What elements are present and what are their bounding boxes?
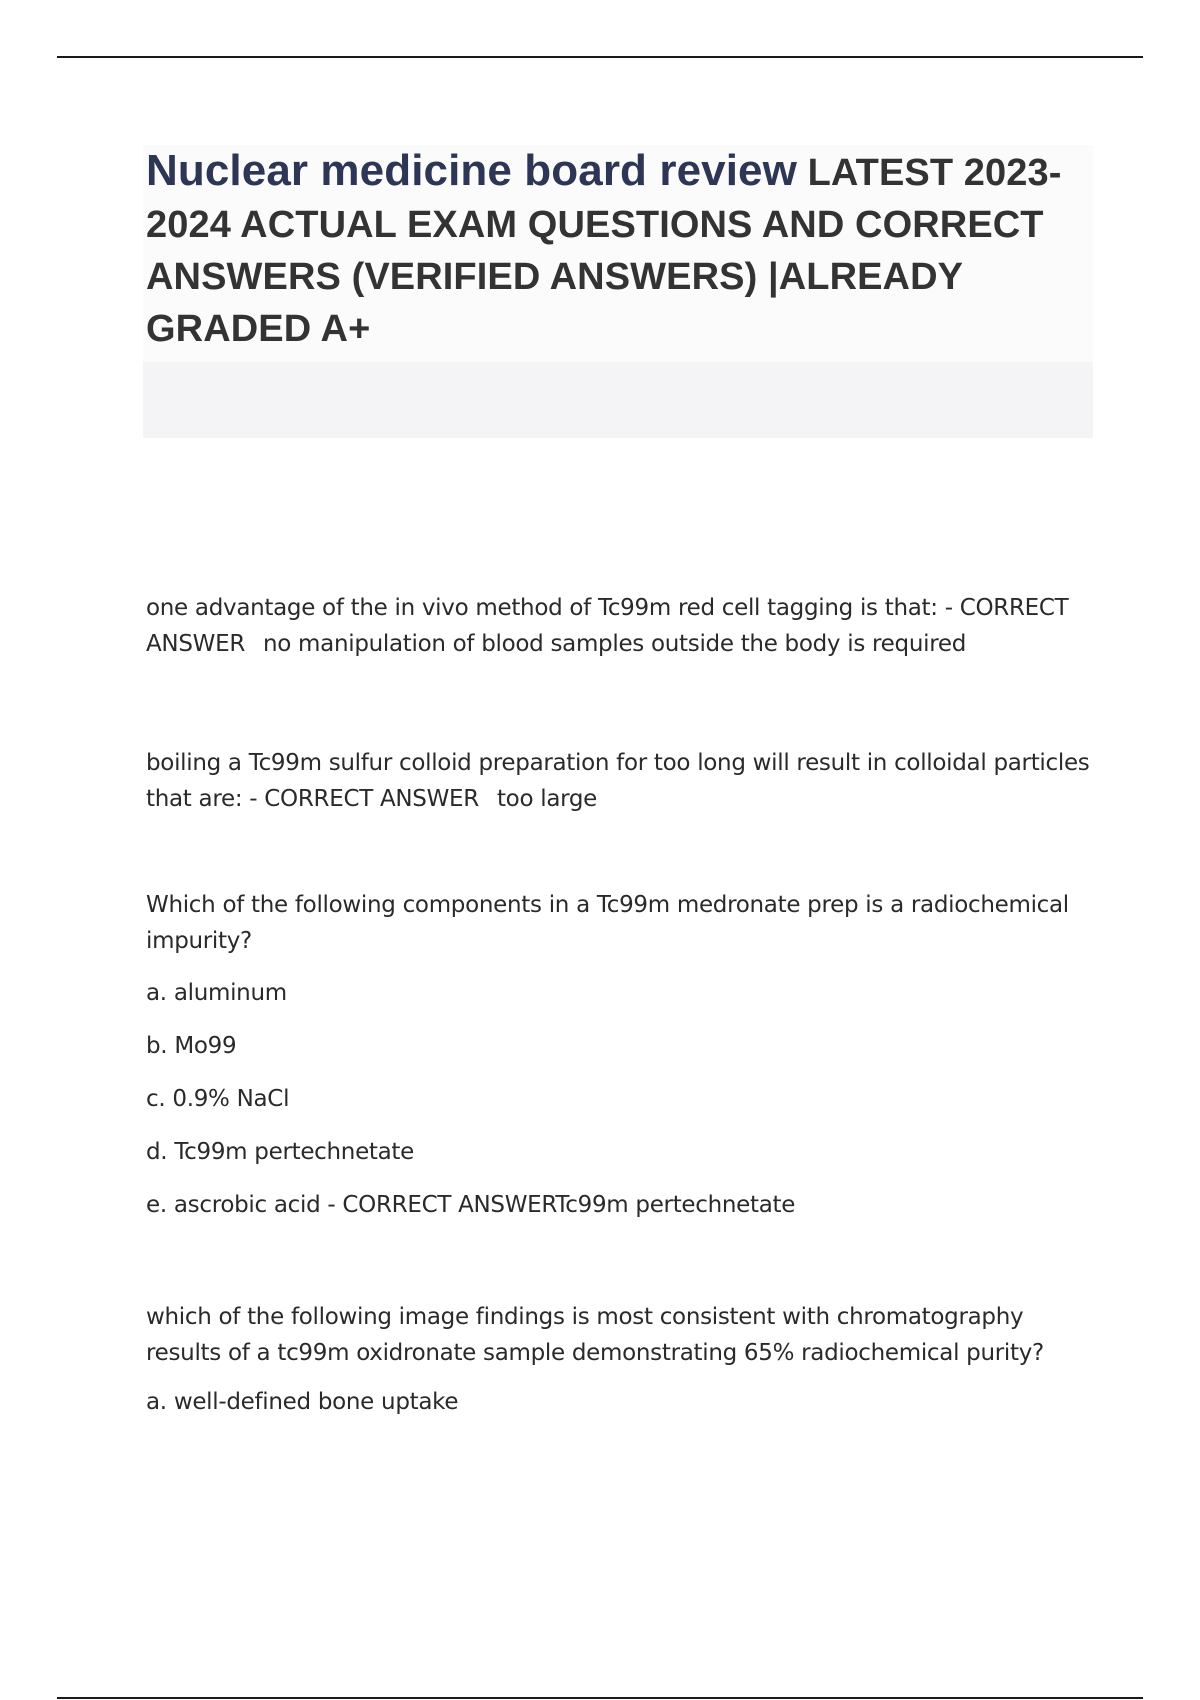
correct-answer: Tc99m pertechnetate	[555, 1192, 796, 1218]
option-item	[146, 1187, 1096, 1240]
question-item	[146, 887, 1096, 1240]
question-item	[146, 745, 1096, 817]
question-item	[146, 1299, 1096, 1437]
option-item: a. well-defined bone uptake	[146, 1389, 459, 1415]
top-divider	[57, 56, 1143, 58]
question-text: which of the following image findings is most consistent with chromatography results of a tc99m oxidronate sample demonstrating 65% radiochemical purity?	[146, 1304, 1044, 1366]
bottom-divider	[57, 1697, 1143, 1699]
option-item: d. Tc99m pertechnetate	[146, 1139, 414, 1165]
option-item: a. aluminum	[146, 980, 287, 1006]
correct-answer: too large	[496, 786, 598, 812]
title-brand: Nuclear medicine board review	[146, 146, 797, 195]
correct-answer: no manipulation of blood samples outside the body is required	[263, 631, 967, 657]
question-text	[146, 590, 1096, 662]
option-list	[146, 1384, 1096, 1437]
option-item: c. 0.9% NaCl	[146, 1086, 290, 1112]
question-prompt: boiling a Tc99m sulfur colloid preparation for too long will result in colloidal particles that are: - CORRECT ANSWER	[146, 750, 1090, 812]
option-item: b. Mo99	[146, 1033, 237, 1059]
question-text	[146, 745, 1096, 817]
question-text: Which of the following components in a Tc99m medronate prep is a radiochemical impurity?	[146, 892, 1069, 954]
option-list	[146, 975, 1096, 1240]
question-item	[146, 590, 1096, 662]
question-prompt: one advantage of the in vivo method of Tc99m red cell tagging is that: - CORRECT ANSWER	[146, 595, 1069, 657]
title-banner	[143, 145, 1093, 438]
document-title	[146, 145, 1093, 355]
title-rest: LATEST 2023-2024 ACTUAL EXAM QUESTIONS AND CORRECT ANSWERS (VERIFIED ANSWERS) |ALREADY GRADED A+	[146, 152, 1062, 350]
option-text: e. ascrobic acid - CORRECT ANSWER	[146, 1192, 556, 1218]
